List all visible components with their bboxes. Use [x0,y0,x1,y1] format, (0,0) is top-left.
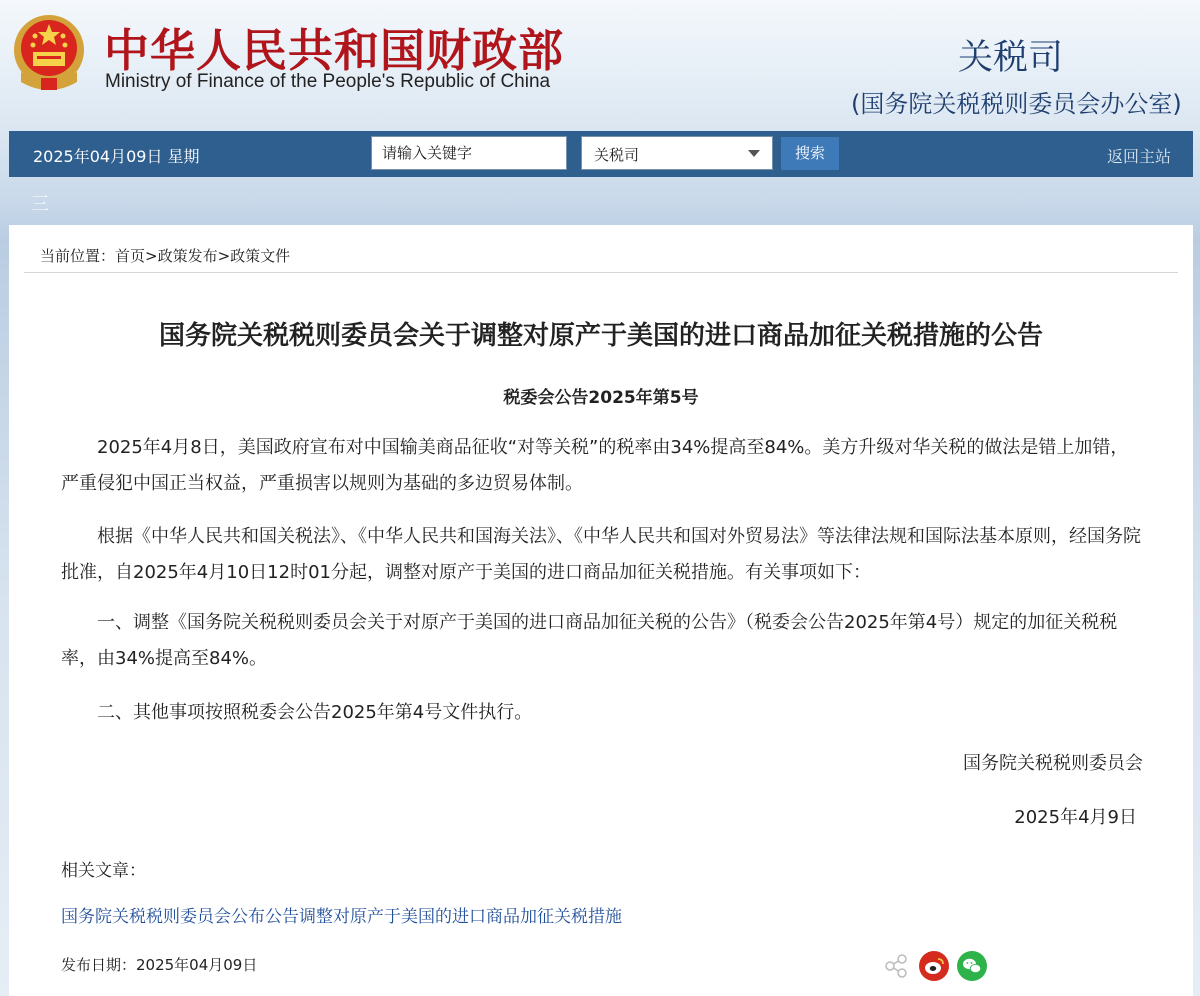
related-article-link[interactable]: 国务院关税税则委员会公布公告调整对原产于美国的进口商品加征关税措施 [61,907,622,927]
search-input[interactable] [371,136,567,170]
department-name: 关税司 [958,38,1064,78]
search-button[interactable]: 搜索 [781,137,839,170]
divider [24,272,1178,273]
article-title: 国务院关税税则委员会关于调整对原产于美国的进口商品加征关税措施的公告 [158,321,1043,351]
share-icon[interactable] [881,951,911,981]
department-subtitle: (国务院关税税则委员会办公室) [851,90,1182,118]
signer: 国务院关税税则委员会 [963,753,1143,774]
publish-date: 发布日期：2025年04月09日 [61,956,258,974]
return-home-link[interactable]: 返回主站 [1106,147,1171,166]
article-panel [9,225,1193,996]
related-articles-label: 相关文章： [61,861,146,881]
site-title: 中华人民共和国财政部 [104,24,565,77]
national-emblem-icon[interactable] [11,12,87,94]
top-nav-bar [9,131,1193,177]
site-subtitle: Ministry of Finance of the People's Republic of China [105,71,551,92]
article-paragraph: 根据《中华人民共和国关税法》、《中华人民共和国海关法》、《中华人民共和国对外贸易法》等法律法规和国际法基本原则，经国务院批准，自2025年4月10日12时01分起，调整对原产于美国的进口商品加征关税措施。有关事项如下： [61,526,1141,583]
article-paragraph: 一、调整《国务院关税税则委员会关于对原产于美国的进口商品加征关税的公告》（税委会公告2025年第4号）规定的加征关税税率，由34%提高至84%。 [61,612,1118,669]
menu-icon[interactable]: 三 [31,194,49,215]
search-scope-select[interactable] [581,136,773,170]
wechat-icon[interactable] [957,951,987,981]
sign-date: 2025年4月9日 [1014,807,1137,828]
document-number: 税委会公告2025年第5号 [503,388,699,408]
breadcrumb: 当前位置：首页>政策发布>政策文件 [40,247,291,265]
chevron-down-icon [748,150,760,157]
article-paragraph: 2025年4月8日，美国政府宣布对中国输美商品征收“对等关税”的税率由34%提高至84%。美方升级对华关税的做法是错上加错，严重侵犯中国正当权益，严重损害以规则为基础的多边贸易体制。 [61,437,1129,494]
weibo-icon[interactable] [919,951,949,981]
site-header [0,0,1200,130]
article-paragraph: 二、其他事项按照税委会公告2025年第4号文件执行。 [97,702,533,723]
current-date: 2025年04月09日 星期 [33,147,200,166]
search-scope-value: 关税司 [594,146,640,164]
